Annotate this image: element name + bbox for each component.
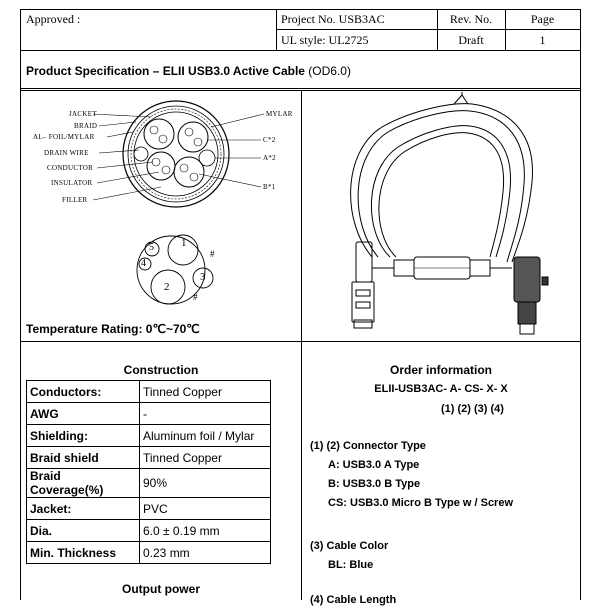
table-row	[27, 403, 271, 425]
row-key: Dia.	[27, 520, 140, 542]
label-drain-wire: DRAIN WIRE	[44, 149, 89, 157]
cable-product-drawing	[302, 92, 580, 340]
table-row	[27, 498, 271, 520]
hash-mark: #	[193, 292, 198, 302]
temperature-rating: Temperature Rating: 0℃~70℃	[26, 322, 200, 336]
order-code: ELII-USB3AC- A- CS- X- X	[374, 383, 508, 395]
table-row	[27, 520, 271, 542]
table-row	[27, 425, 271, 447]
order-code-positions: (1) (2) (3) (4)	[441, 403, 504, 415]
label-mylar: MYLAR	[266, 110, 293, 118]
row-value: Tinned Copper	[140, 381, 271, 403]
label-pair-a: A*2	[263, 154, 276, 162]
connector-type-heading: (1) (2) Connector Type	[310, 440, 426, 452]
construction-title: Construction	[123, 363, 199, 377]
approved-label: Approved :	[26, 12, 81, 26]
ul-style: UL style: UL2725	[281, 33, 369, 47]
row-value: PVC	[140, 498, 271, 520]
section-divider	[20, 88, 581, 89]
label-al-foil-mylar: AL– FOIL/MYLAR	[33, 133, 95, 141]
cable-cross-section-diagram	[21, 92, 301, 322]
order-title: Order information	[389, 363, 492, 377]
spec-title-main: Product Specification – ELII USB3.0 Active Cable	[26, 64, 305, 78]
pair-number-5: 5	[149, 242, 154, 253]
hash-mark: #	[210, 249, 215, 259]
row-value: 0.23 mm	[140, 542, 271, 564]
row-key: Braid Coverage(%)	[27, 469, 140, 498]
spec-title	[26, 64, 351, 78]
connector-option-cs: CS: USB3.0 Micro B Type w / Screw	[328, 497, 514, 509]
header-divider	[20, 50, 581, 51]
cable-color-heading: (3) Cable Color	[310, 540, 389, 552]
section-divider	[20, 341, 581, 342]
row-value: -	[140, 403, 271, 425]
connector-option-a: A: USB3.0 A Type	[328, 459, 420, 471]
pair-number-4: 4	[141, 258, 146, 269]
row-value: Aluminum foil / Mylar	[140, 425, 271, 447]
row-key: Shielding:	[27, 425, 140, 447]
construction-table	[26, 380, 271, 564]
table-row	[27, 381, 271, 403]
label-conductor: CONDUCTOR	[47, 164, 94, 172]
rev-value: Draft	[458, 33, 484, 47]
cable-length-heading: (4) Cable Length	[310, 594, 397, 606]
rev-label: Rev. No.	[449, 12, 493, 26]
border-top	[20, 9, 581, 10]
label-braid: BRAID	[74, 122, 98, 130]
row-value: Tinned Copper	[140, 447, 271, 469]
row-key: AWG	[27, 403, 140, 425]
table-row	[27, 447, 271, 469]
label-insulator: INSULATOR	[51, 179, 93, 187]
row-key: Min. Thickness	[27, 542, 140, 564]
table-row	[27, 542, 271, 564]
label-filler: FILLER	[62, 196, 88, 204]
border-right	[580, 9, 581, 600]
label-pair-c: C*2	[263, 136, 276, 144]
label-jacket: JACKET	[69, 110, 97, 118]
table-row	[27, 469, 271, 498]
page-label: Page	[530, 12, 555, 26]
row-key: Braid shield	[27, 447, 140, 469]
spec-title-od: (OD6.0)	[304, 64, 351, 78]
row-value: 90%	[140, 469, 271, 498]
pair-number-1: 1	[181, 237, 187, 249]
output-power-title: Output power	[122, 582, 200, 596]
cable-color-blue: BL: Blue	[328, 559, 374, 571]
header-divider	[276, 29, 580, 30]
row-key: Conductors:	[27, 381, 140, 403]
pair-number-2: 2	[164, 281, 170, 293]
connector-option-b: B: USB3.0 B Type	[328, 478, 421, 490]
label-pair-b: B*1	[263, 183, 276, 191]
row-key: Jacket:	[27, 498, 140, 520]
pair-number-3: 3	[200, 271, 206, 283]
project-number: Project No. USB3AC	[281, 12, 385, 26]
row-value: 6.0 ± 0.19 mm	[140, 520, 271, 542]
page-value: 1	[539, 33, 546, 47]
